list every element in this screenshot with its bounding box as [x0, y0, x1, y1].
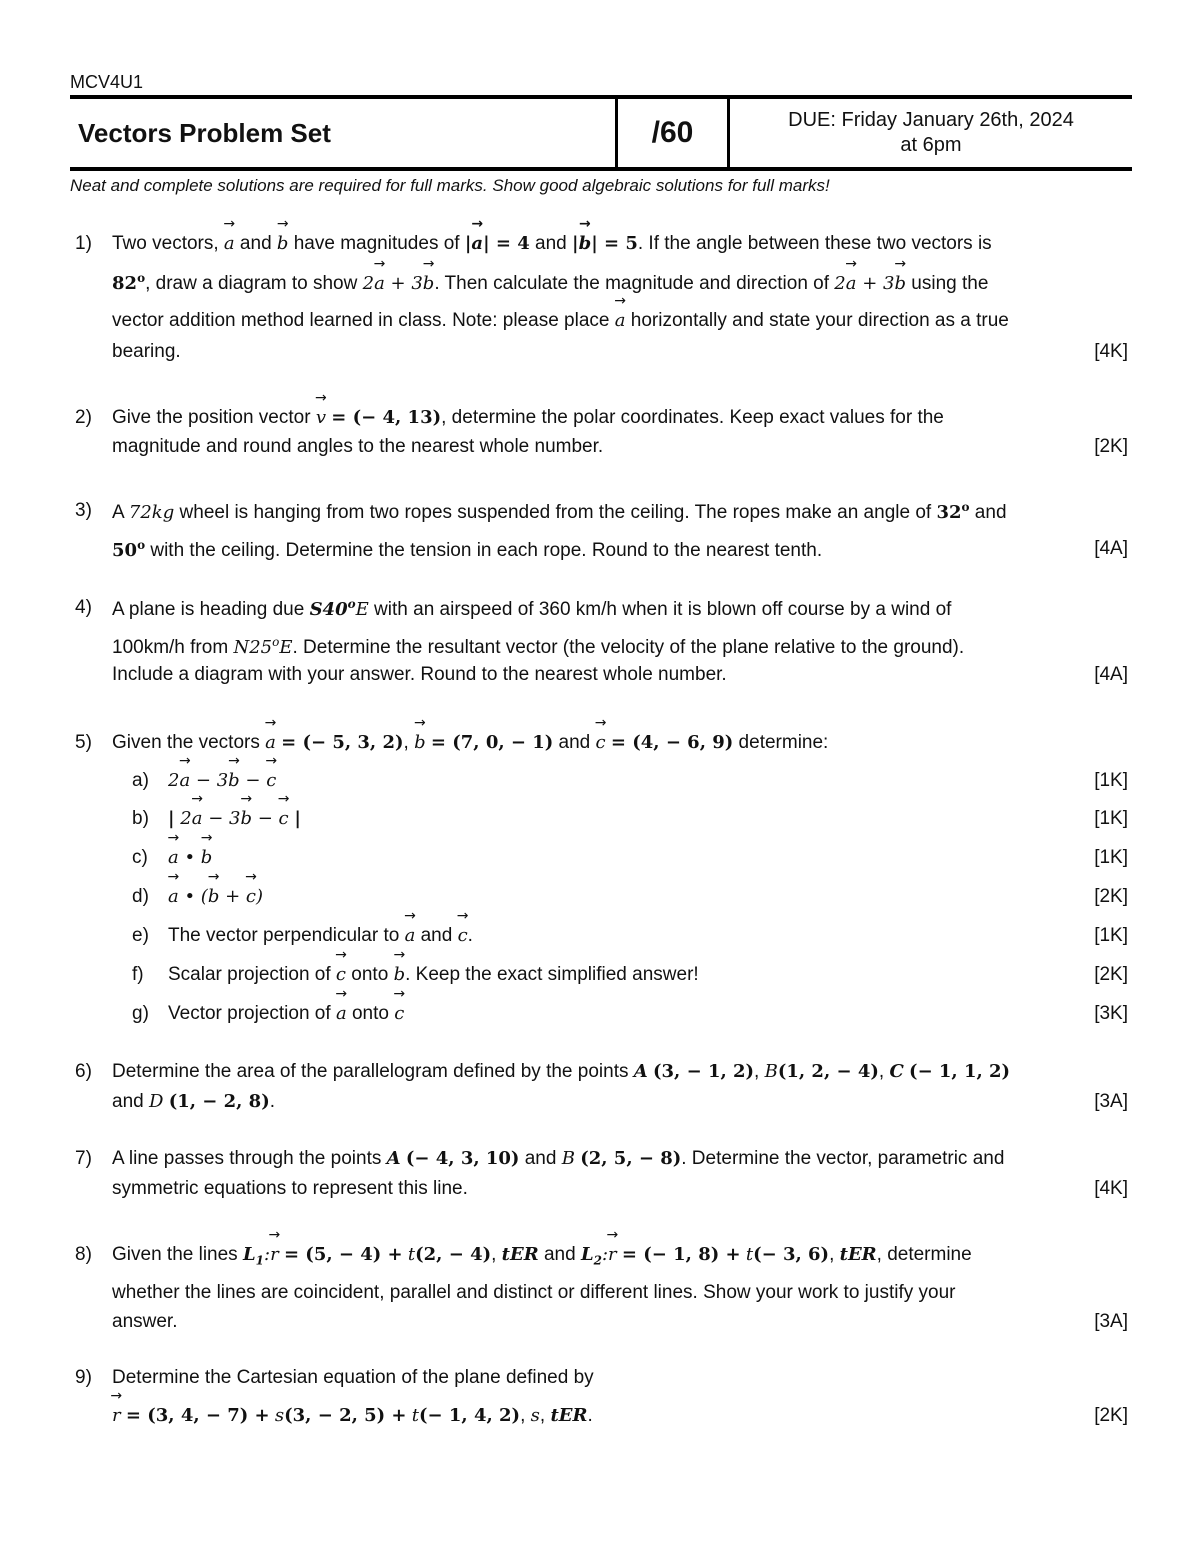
question-number: 7)	[75, 1148, 92, 1169]
mark-value: [1K]	[1094, 770, 1128, 791]
question-number: 8)	[75, 1244, 92, 1265]
question-text: Determine the area of the parallelogram defined by the points A (3, − 1, 2), B(1, 2, − 4), C (− 1, 1, 2)	[112, 1061, 1011, 1082]
header-table	[70, 95, 1132, 171]
question-text: A line passes through the points A (− 4, 3, 10) and B (2, 5, − 8). Determine the vector, parametric and	[112, 1148, 1005, 1169]
question-part: e) The vector perpendicular to → a and → c.	[132, 925, 1128, 947]
question-text: whether the lines are coincident, parallel and distinct or different lines. Show your work to justify your	[112, 1282, 956, 1303]
question-number: 6)	[75, 1061, 92, 1082]
part-letter: b)	[132, 808, 149, 829]
instructions: Neat and complete solutions are required for full marks. Show good algebraic solutions for full marks!	[70, 176, 830, 195]
mark-value: [3A]	[1094, 1311, 1128, 1332]
part-letter: g)	[132, 1003, 149, 1024]
question-part: g) Vector projection of → a onto → c	[132, 1003, 1128, 1025]
part-letter: e)	[132, 925, 149, 946]
part-letter: d)	[132, 886, 149, 907]
question-text: A plane is heading due S40$^o$E with an airspeed of 360 km/h when it is blown off course by a wind of	[112, 597, 952, 620]
question-text: 82$^o$, draw a diagram to show 2→ a + 3→ b. Then calculate the magnitude and direction of 2→ a + 3→ b using the	[112, 271, 1128, 295]
part-letter: f)	[132, 964, 144, 985]
question-text: Two vectors, → a and → b have magnitudes of |→ a| = 4 and |→ b| = 5. If the angle between these two vectors is	[112, 233, 1128, 255]
question-text: 100km/h from N25$^o$E. Determine the resultant vector (the velocity of the plane relative to the ground).	[112, 635, 965, 658]
question-text: Given the vectors → a = (− 5, 3, 2), → b = (7, 0, − 1) and → c = (4, − 6, 9) determine:	[112, 732, 1128, 754]
course-code: MCV4U1	[70, 72, 144, 92]
question-text: Give the position vector → v = (− 4, 13), determine the polar coordinates. Keep exact values for the	[112, 407, 1128, 429]
question-number: 5)	[75, 732, 92, 753]
part-letter: c)	[132, 847, 148, 868]
question-text: Include a diagram with your answer. Round to the nearest whole number.	[112, 664, 727, 685]
mark-value: [2K]	[1094, 964, 1128, 985]
question-number: 4)	[75, 597, 92, 618]
total-score: /60	[618, 99, 730, 167]
due-line-2: at 6pm	[900, 134, 962, 156]
question-part: d)→ a • (→ b + → c)	[132, 886, 1128, 908]
question-text: 50$^o$ with the ceiling. Determine the tension in each rope. Round to the nearest tenth.	[112, 538, 823, 561]
page-title: Vectors Problem Set	[70, 99, 618, 167]
mark-value: [1K]	[1094, 808, 1128, 829]
question-number: 1)	[75, 233, 92, 254]
question-text: A 72kg wheel is hanging from two ropes suspended from the ceiling. The ropes make an angle of 32$^o$ and	[112, 500, 1007, 523]
mark-value: [1K]	[1094, 847, 1128, 868]
mark-value: [1K]	[1094, 925, 1128, 946]
question-number: 3)	[75, 500, 92, 521]
question-text: Given the lines $L_1:\to r = (5$, − 4) + t(2, − 4), tER and $L_2:\to r$ = (− 1, 8) + t(− 3, 6), tER, determine	[112, 1244, 1128, 1268]
question-number: 9)	[75, 1367, 92, 1388]
mark-value: [2K]	[1094, 436, 1128, 457]
mark-value: [2K]	[1094, 886, 1128, 907]
mark-value: [3K]	[1094, 1003, 1128, 1024]
mark-value: [3A]	[1094, 1091, 1128, 1112]
question-part: c)→ a • → b	[132, 847, 1128, 869]
due-date	[730, 99, 1132, 167]
question-text: symmetric equations to represent this line.	[112, 1178, 468, 1199]
question-text: bearing.	[112, 341, 181, 362]
question-text: Determine the Cartesian equation of the plane defined by	[112, 1367, 594, 1388]
mark-value: [4K]	[1094, 1178, 1128, 1199]
mark-value: [2K]	[1094, 1405, 1128, 1426]
question-text: vector addition method learned in class. Note: please place → a horizontally and state your direction as a true	[112, 310, 1128, 332]
due-line-1: DUE: Friday January 26th, 2024	[788, 109, 1074, 131]
mark-value: [4A]	[1094, 538, 1128, 559]
question-text: → r = (3, 4, − 7) + s(3, − 2, 5) + t(− 1, 4, 2), s, tER.	[112, 1405, 1128, 1427]
question-part: b) | 2→ a − 3→ b − → c |	[132, 808, 1128, 830]
question-text: and D (1, − 2, 8).	[112, 1091, 276, 1112]
question-text: answer.	[112, 1311, 178, 1332]
mark-value: [4A]	[1094, 664, 1128, 685]
question-text: magnitude and round angles to the nearest whole number.	[112, 436, 604, 457]
part-letter: a)	[132, 770, 149, 791]
question-number: 2)	[75, 407, 92, 428]
question-part: a) 2→ a − 3→ b − → c	[132, 770, 1128, 792]
mark-value: [4K]	[1094, 341, 1128, 362]
question-part: f) Scalar projection of → c onto → b. Keep the exact simplified answer!	[132, 964, 1128, 986]
